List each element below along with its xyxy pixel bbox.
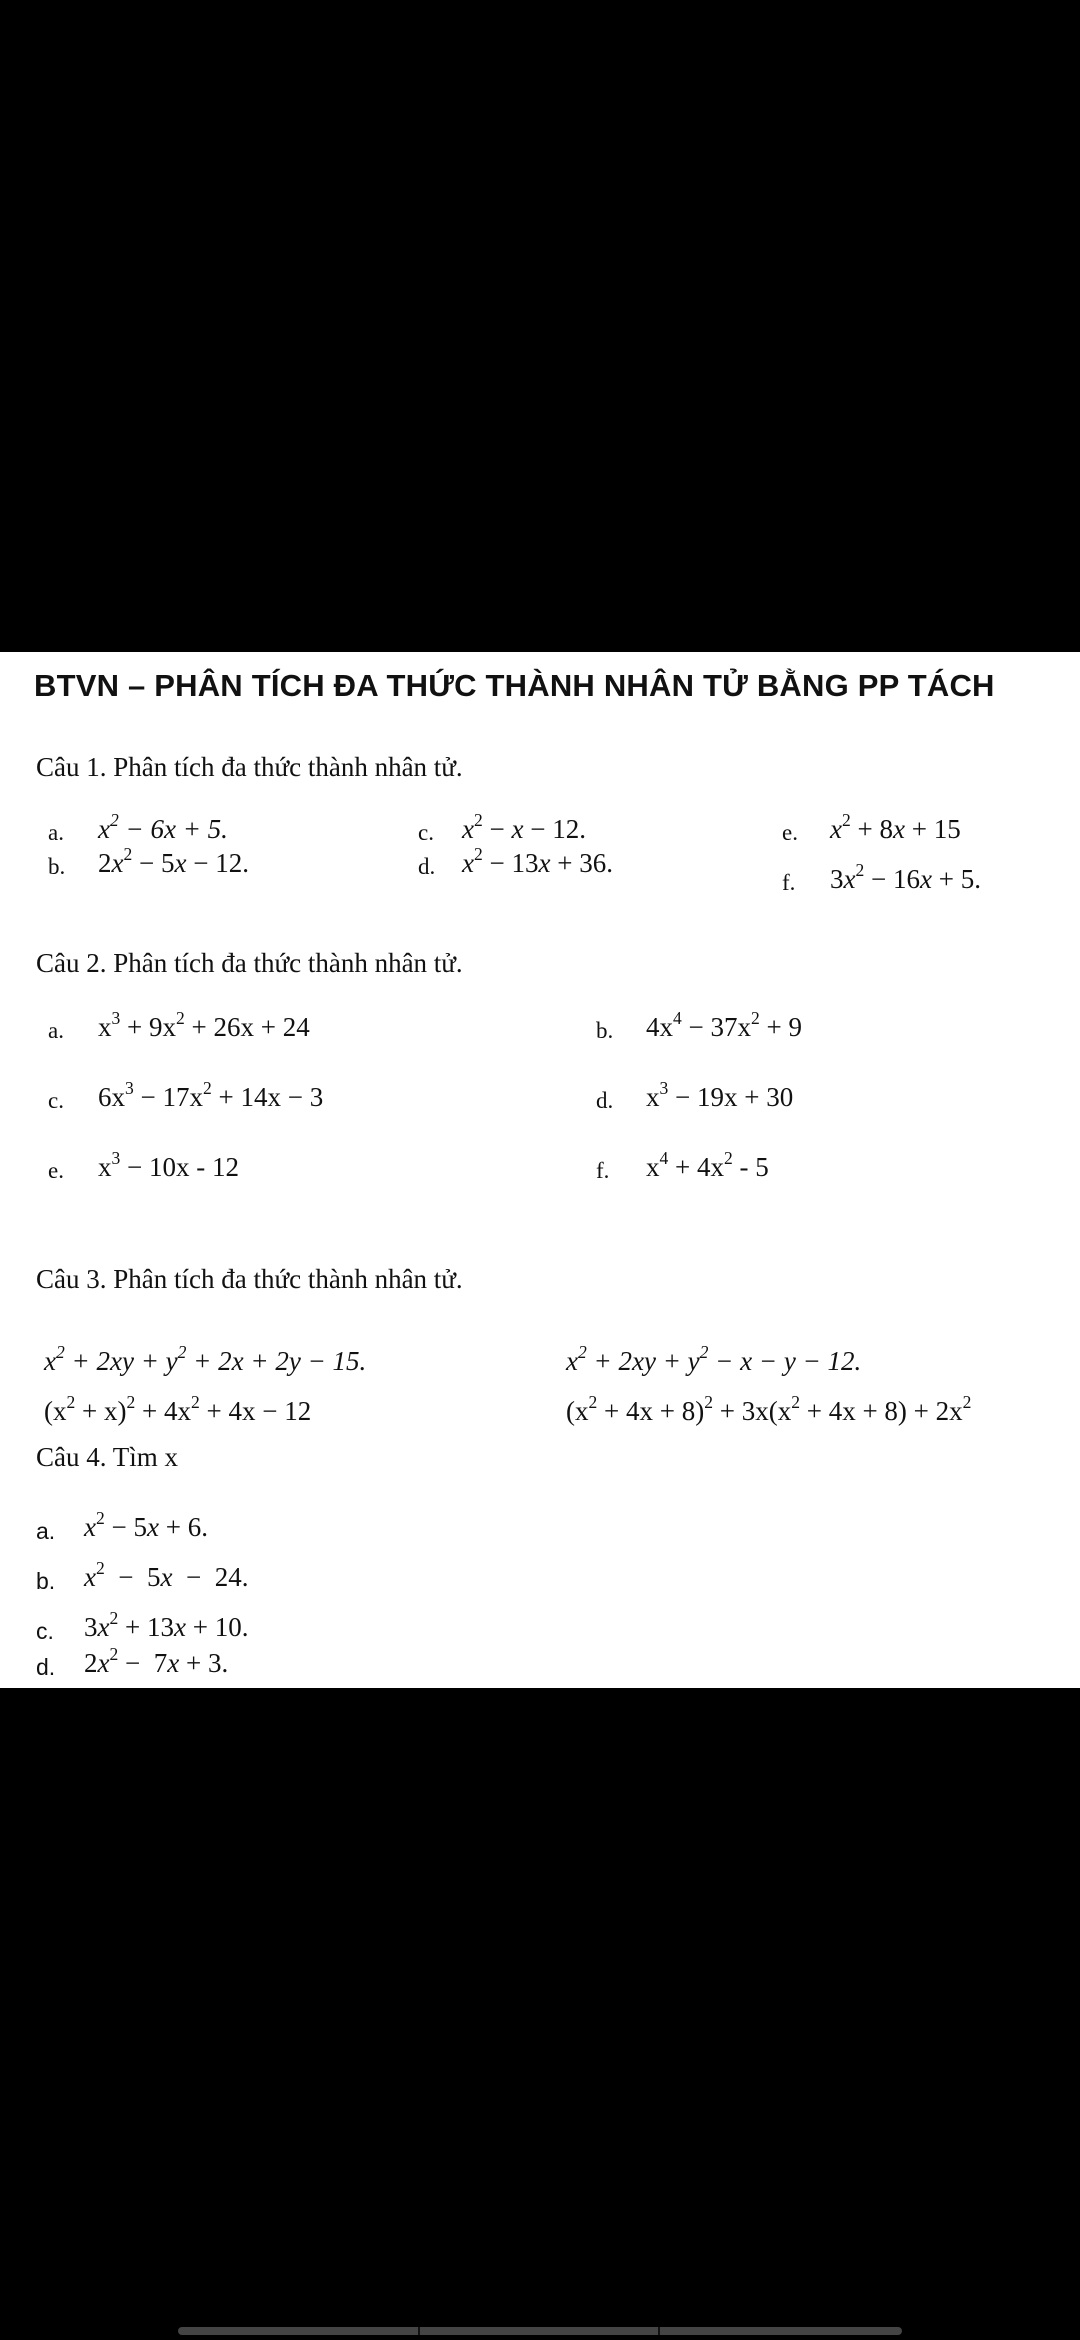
q2-b-label: b.: [596, 1018, 614, 1043]
q4-a-expr: $x^2 - 5x + 6$.: [84, 1508, 208, 1542]
home-indicator[interactable]: [178, 2327, 902, 2335]
q4-d-expr: $2x^2 - 7x + 3$.: [84, 1644, 229, 1678]
q2-f-expr: $x^4 + 4x^2 - 5$: [646, 1148, 769, 1182]
q2-c-label: c.: [48, 1088, 64, 1113]
q2-e-expr: $x^3 - 10x - 12$: [98, 1148, 239, 1182]
q1-e-label: e.: [782, 820, 798, 845]
home-indicator-divider: [418, 2327, 420, 2335]
q3-expr-3: $(x^2 + x)^2 + 4x^2 + 4x - 12$: [44, 1392, 312, 1426]
q2-e-label: e.: [48, 1158, 64, 1183]
q2-b-expr: $4x^4 - 37x^2 + 9$: [646, 1008, 802, 1042]
q2-a-expr: $x^3 + 9x^2 + 26x + 24$: [98, 1008, 310, 1042]
worksheet-title: BTVN – PHÂN TÍCH ĐA THỨC THÀNH NHÂN TỬ BẰNG PP TÁCH: [34, 668, 995, 703]
q1-c-expr: $x^2 - x - 12$.: [462, 810, 586, 844]
q4-b-expr: $x^2 - 5x - 24$.: [84, 1558, 249, 1592]
worksheet-page: [0, 652, 1080, 1688]
q2-d-label: d.: [596, 1088, 614, 1113]
q1-b-expr: $2x^2 - 5x - 12$.: [98, 844, 249, 878]
q4-b-label: b.: [36, 1568, 56, 1594]
home-indicator-divider: [658, 2327, 660, 2335]
q2-f-label: f.: [596, 1158, 610, 1183]
q1-heading: Câu 1. Phân tích đa thức thành nhân tử.: [36, 752, 463, 782]
q1-e-expr: $x^2 + 8x + 15$: [830, 810, 961, 844]
q1-b-label: b.: [48, 854, 66, 879]
q1-f-label: f.: [782, 870, 796, 895]
q3-expr-1: $x^2 + 2xy + y^2 + 2x + 2y - 15$.: [44, 1342, 367, 1376]
q3-expr-4: $(x^2 + 4x + 8)^2 + 3x(x^2 + 4x + 8) + 2x^2$: [566, 1392, 972, 1426]
q2-heading: Câu 2. Phân tích đa thức thành nhân tử.: [36, 948, 463, 978]
q1-f-expr: $3x^2 - 16x + 5$.: [830, 860, 981, 894]
q4-a-label: a.: [36, 1518, 56, 1544]
q2-d-expr: $x^3 - 19x + 30$: [646, 1078, 794, 1112]
q4-c-label: c.: [36, 1618, 54, 1644]
q4-heading: Câu 4. Tìm x: [36, 1442, 179, 1472]
q3-heading: Câu 3. Phân tích đa thức thành nhân tử.: [36, 1264, 463, 1294]
q1-d-label: d.: [418, 854, 436, 879]
q2-a-label: a.: [48, 1018, 64, 1043]
q4-c-expr: $3x^2 + 13x + 10$.: [84, 1608, 249, 1642]
q1-a-expr: $x^2 - 6x + 5$.: [98, 810, 228, 844]
q3-expr-2: $x^2 + 2xy + y^2 - x - y - 12$.: [566, 1342, 862, 1376]
q1-a-label: a.: [48, 820, 64, 845]
q2-c-expr: $6x^3 - 17x^2 + 14x - 3$: [98, 1078, 324, 1112]
q1-d-expr: $x^2 - 13x + 36$.: [462, 844, 613, 878]
q4-d-label: d.: [36, 1654, 56, 1680]
q1-c-label: c.: [418, 820, 434, 845]
